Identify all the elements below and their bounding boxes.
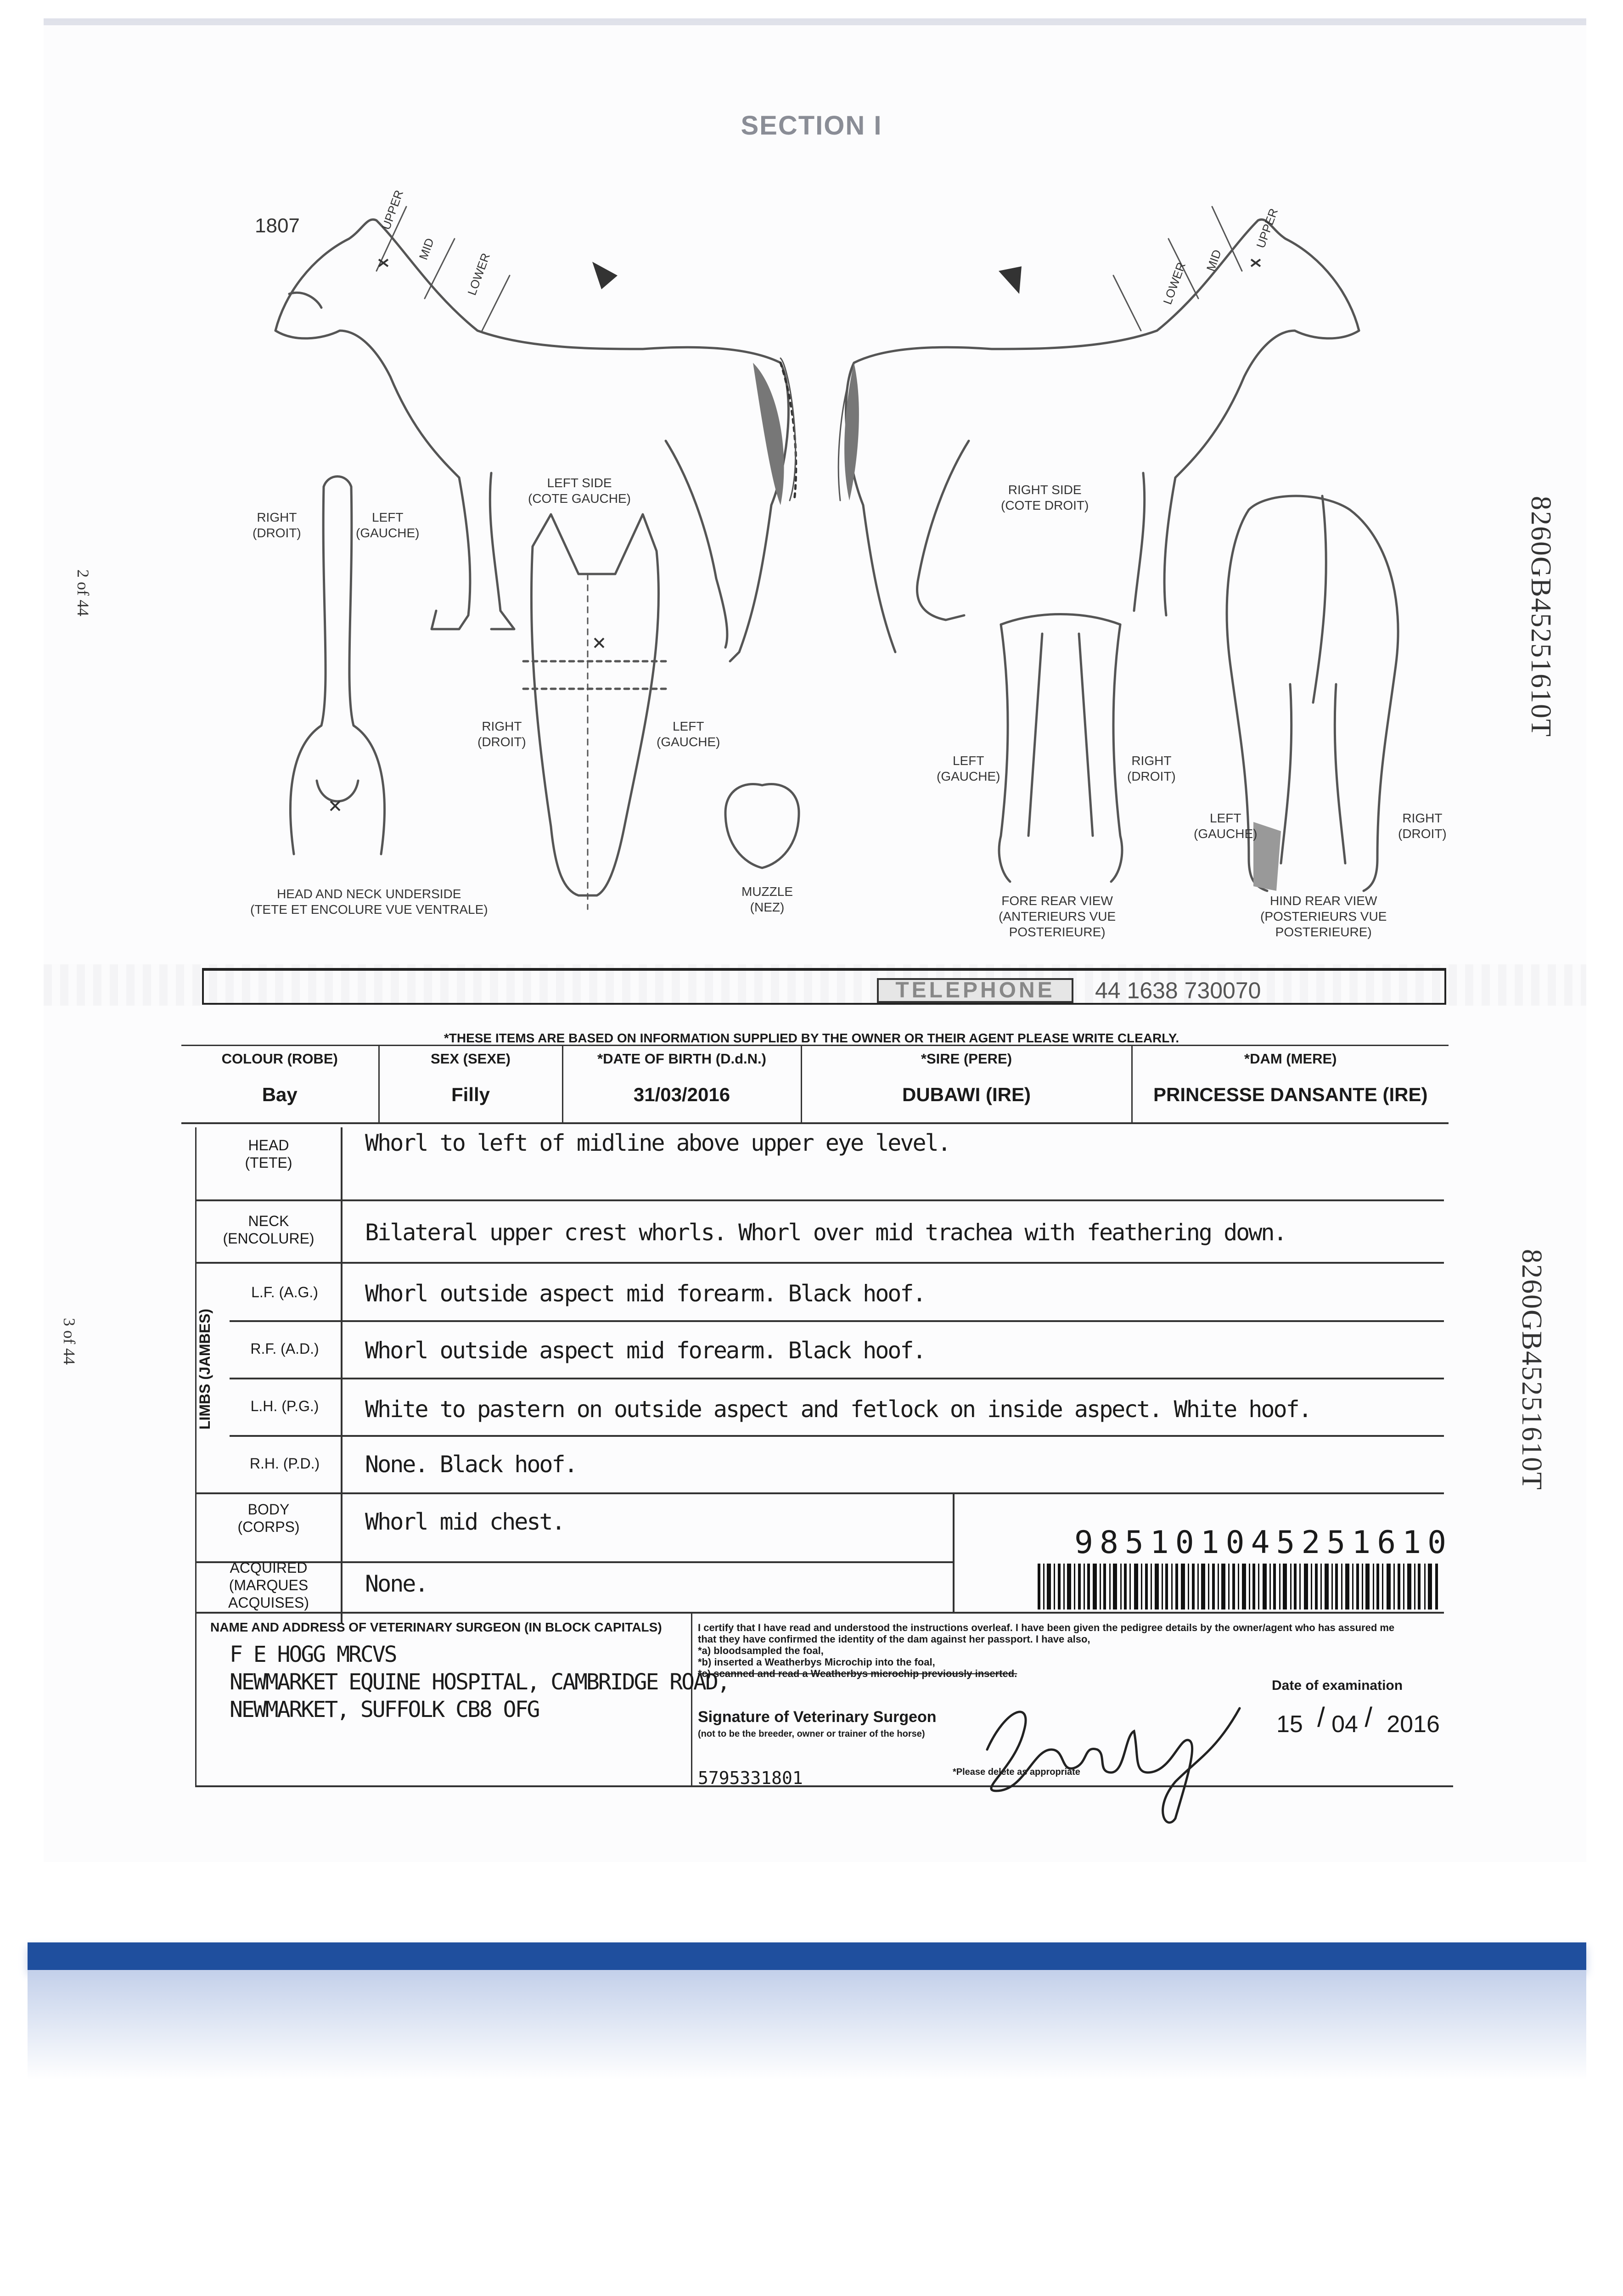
exam-day: 15 — [1276, 1711, 1303, 1738]
exam-month: 04 — [1331, 1711, 1358, 1738]
vet-reference: 5795331801 — [698, 1768, 803, 1788]
marking-lf: Whorl outside aspect mid forearm. Black hoof. — [365, 1280, 925, 1307]
marking-head: Whorl to left of midline above upper eye level. — [365, 1130, 950, 1156]
label-hind-right: RIGHT (DROIT) — [1398, 811, 1447, 841]
value-dob: 31/03/2016 — [562, 1067, 801, 1123]
chip-box-divider — [953, 1492, 955, 1613]
label-mid-right: MID — [1203, 248, 1224, 273]
label-right-side: RIGHT SIDE (COTE DROIT) — [1001, 483, 1089, 512]
label-lf: L.F. (A.G.) — [251, 1284, 318, 1300]
horse-left-side-outline — [275, 219, 796, 661]
marking-rf: Whorl outside aspect mid forearm. Black hoof. — [365, 1337, 925, 1364]
label-acquired: ACQUIRED (MARQUES ACQUISES) — [228, 1559, 309, 1611]
diagram-number: 1807 — [255, 214, 300, 237]
microchip-number: 985101045251610 — [1074, 1525, 1453, 1561]
delete-note: *Please delete as appropriate — [953, 1767, 1080, 1777]
vet-certification — [698, 1622, 1405, 1679]
header-dam: *DAM (MERE) — [1132, 1046, 1449, 1068]
signature-sublabel: (not to be the breeder, owner or trainer of the horse) — [698, 1729, 925, 1739]
marker-triangle-right — [999, 266, 1022, 294]
header-sex: SEX (SEXE) — [379, 1046, 562, 1068]
value-sex: Filly — [379, 1067, 562, 1123]
head-front-outline — [523, 514, 670, 909]
label-left-side: LEFT SIDE (COTE GAUCHE) — [528, 476, 631, 506]
value-sire: DUBAWI (IRE) — [801, 1067, 1132, 1123]
marking-acquired: None. — [365, 1570, 427, 1597]
cert-option-c: *c) scanned and read a Weatherbys microchip previously inserted. — [698, 1668, 1017, 1679]
label-head: HEAD (TETE) — [245, 1137, 292, 1171]
label-fore-rear-view: FORE REAR VIEW (ANTERIEURS VUE POSTERIEURE) — [999, 894, 1116, 939]
label-mid-left: MID — [416, 236, 437, 262]
vet-signature — [960, 1681, 1253, 1832]
label-underside-right: RIGHT (DROIT) — [253, 510, 301, 540]
label-head-neck-underside: HEAD AND NECK UNDERSIDE (TETE ET ENCOLURE VUE VENTRALE) — [250, 887, 488, 917]
vet-address-line1: NEWMARKET EQUINE HOSPITAL, CAMBRIDGE ROAD, — [230, 1669, 729, 1695]
vet-heading: NAME AND ADDRESS OF VETERINARY SURGEON (IN BLOCK CAPITALS) — [210, 1620, 662, 1634]
signature-label: Signature of Veterinary Surgeon — [698, 1708, 937, 1726]
page-marker-2: 2 of 44 — [74, 569, 92, 616]
label-lh: L.H. (P.G.) — [250, 1398, 319, 1414]
label-lower-right: LOWER — [1160, 260, 1189, 306]
scan-footer-band — [28, 1942, 1586, 1970]
exam-year: 2016 — [1387, 1711, 1440, 1738]
telephone-label: TELEPHONE — [877, 978, 1073, 1003]
label-underside-left: LEFT (GAUCHE) — [356, 510, 420, 540]
cert-option-b: *b) inserted a Weatherbys Microchip into the foal, — [698, 1656, 935, 1668]
vet-name: F E HOGG MRCVS — [230, 1642, 396, 1667]
owner-info-note: *THESE ITEMS ARE BASED ON INFORMATION SUPPLIED BY THE OWNER OR THEIR AGENT PLEASE WRITE CLEARLY. — [444, 1031, 1179, 1045]
label-upper-right: UPPER — [1253, 206, 1281, 250]
identity-table — [181, 1045, 1449, 1124]
passport-id-top: 8260GB45251610T — [1525, 496, 1556, 737]
fore-rear-view-outline — [999, 614, 1122, 882]
label-hind-rear-view: HIND REAR VIEW (POSTERIEURS VUE POSTERIEURE) — [1260, 894, 1387, 939]
tail-left-shading — [753, 363, 784, 505]
label-rf: R.F. (A.D.) — [250, 1340, 319, 1357]
header-colour: COLOUR (ROBE) — [181, 1046, 379, 1068]
label-rh: R.H. (P.D.) — [249, 1455, 320, 1472]
muzzle-outline — [725, 784, 799, 868]
value-dam: PRINCESSE DANSANTE (IRE) — [1132, 1067, 1449, 1123]
label-neck: NECK (ENCOLURE) — [223, 1213, 314, 1247]
marking-rh: None. Black hoof. — [365, 1451, 577, 1478]
horse-right-side-outline — [838, 219, 1359, 652]
label-head-right: RIGHT (DROIT) — [477, 719, 526, 749]
telephone-number: 44 1638 730070 — [1095, 978, 1261, 1003]
passport-id-bottom: 8260GB45251610T — [1516, 1249, 1547, 1491]
header-dob: *DATE OF BIRTH (D.d.N.) — [562, 1046, 801, 1068]
vet-address-line2: NEWMARKET, SUFFOLK CB8 OFG — [230, 1697, 539, 1722]
marking-lh: White to pastern on outside aspect and fetlock on inside aspect. White hoof. — [365, 1396, 1311, 1423]
label-fore-left: LEFT (GAUCHE) — [937, 754, 1000, 783]
section-title: SECTION I — [741, 111, 882, 141]
markings-label-divider — [341, 1127, 343, 1623]
tail-right-shading — [844, 363, 859, 501]
vet-section-bottom — [195, 1785, 1453, 1787]
markings-diagram — [0, 0, 1623, 964]
label-head-left: LEFT (GAUCHE) — [657, 719, 720, 749]
cert-text: I certify that I have read and understood the instructions overleaf. I have been given the pedigree details by the owner/agent who has assured me that they have confirmed the identity of the dam against her passport. I have also, — [698, 1622, 1395, 1645]
label-fore-right: RIGHT (DROIT) — [1127, 754, 1176, 783]
label-upper-left: UPPER — [379, 188, 406, 232]
vet-section-divider — [691, 1612, 692, 1786]
label-muzzle: MUZZLE (NEZ) — [741, 884, 793, 914]
scan-footer-glow — [28, 1970, 1586, 2080]
label-hind-left: LEFT (GAUCHE) — [1194, 811, 1258, 841]
header-sire: *SIRE (PERE) — [801, 1046, 1132, 1068]
microchip-barcode — [1038, 1564, 1442, 1609]
cert-option-a: *a) bloodsampled the foal, — [698, 1645, 824, 1656]
label-limbs: LIMBS (JAMBES) — [197, 1309, 213, 1430]
marking-body: Whorl mid chest. — [365, 1508, 564, 1535]
neck-lower-divider — [482, 276, 510, 331]
label-lower-left: LOWER — [465, 251, 493, 297]
value-colour: Bay — [181, 1067, 379, 1123]
hind-left-white-sock — [1253, 822, 1281, 891]
page-marker-3: 3 of 44 — [60, 1318, 79, 1365]
label-body: BODY (CORPS) — [237, 1501, 300, 1535]
exam-date: 15 / 04 / 2016 — [1276, 1702, 1440, 1738]
exam-date-label: Date of examination — [1272, 1678, 1403, 1693]
marker-triangle-left — [592, 262, 618, 289]
marking-neck: Bilateral upper crest whorls. Whorl over mid trachea with feathering down. — [365, 1219, 1286, 1246]
row-divider — [195, 1199, 1444, 1201]
